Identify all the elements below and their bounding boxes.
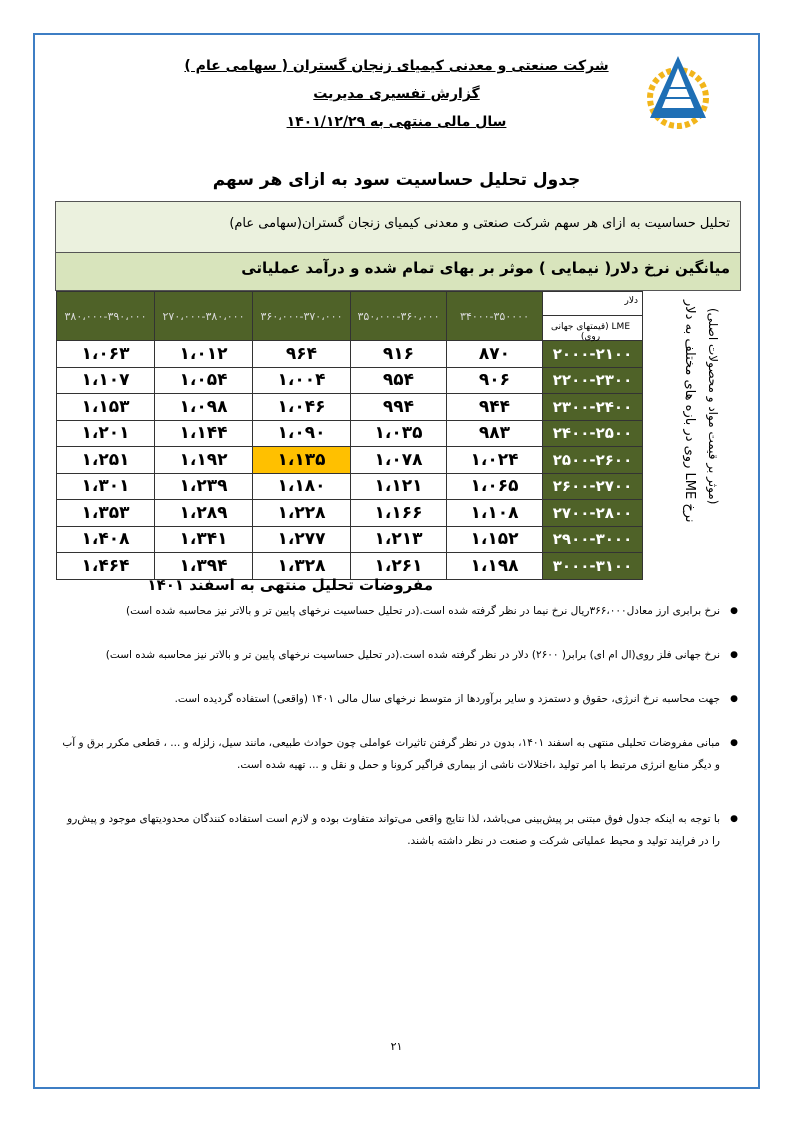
table-row bbox=[57, 500, 643, 527]
section-title: جدول تحلیل حساسیت سود به ازای هر سهم bbox=[212, 170, 581, 190]
table-row bbox=[57, 526, 643, 553]
table-row bbox=[57, 447, 643, 474]
assumption-item: ● نرخ برابری ارز معادل۳۶۶،۰۰۰ریال نرخ نیما در نظر گرفته شده است.(در تحلیل حساسیت نرخهای پایین تر و بالاتر نیز محاسبه شده است) bbox=[60, 600, 738, 622]
eps-value-cell: ۹۶۴ bbox=[253, 341, 351, 368]
column-header: ۳۴۰۰۰-۳۵۰۰۰۰ bbox=[447, 292, 543, 341]
eps-value-cell: ۸۷۰ bbox=[447, 341, 543, 368]
table-row bbox=[57, 420, 643, 447]
eps-value-cell: ۱،۰۵۴ bbox=[155, 367, 253, 394]
eps-value-cell: ۱،۲۳۹ bbox=[155, 473, 253, 500]
side-label-effect: (موثر بر قیمت مواد و محصولات اصلی) bbox=[706, 308, 720, 505]
side-label-lme: نرخ LME روی در بازه های مختلف به دلار bbox=[682, 300, 697, 523]
lme-range-label: ۲۷۰۰-۲۸۰۰ bbox=[543, 500, 643, 527]
side-axis-label bbox=[682, 300, 742, 600]
eps-value-cell: ۱،۰۳۵ bbox=[351, 420, 447, 447]
lme-range-label: ۲۳۰۰-۲۴۰۰ bbox=[543, 394, 643, 421]
lme-range-label: ۲۲۰۰-۲۳۰۰ bbox=[543, 367, 643, 394]
company-logo-icon bbox=[640, 48, 714, 138]
assumptions-title: مفروضات تحلیل منتهی به اسفند ۱۴۰۱ bbox=[147, 576, 433, 594]
eps-value-cell: ۱،۰۲۴ bbox=[447, 447, 543, 474]
eps-value-cell: ۱،۲۱۳ bbox=[351, 526, 447, 553]
eps-value-cell: ۱،۰۰۴ bbox=[253, 367, 351, 394]
table-row bbox=[57, 341, 643, 368]
eps-value-cell: ۱،۰۶۵ bbox=[447, 473, 543, 500]
lme-range-label: ۲۵۰۰-۲۶۰۰ bbox=[543, 447, 643, 474]
lme-range-label: ۳۰۰۰-۳۱۰۰ bbox=[543, 553, 643, 580]
eps-value-cell: ۱،۲۵۱ bbox=[57, 447, 155, 474]
eps-value-cell: ۱،۳۵۳ bbox=[57, 500, 155, 527]
eps-value-cell: ۱،۳۴۱ bbox=[155, 526, 253, 553]
eps-value-cell: ۱،۲۷۷ bbox=[253, 526, 351, 553]
eps-value-cell: ۱،۰۴۶ bbox=[253, 394, 351, 421]
assumption-item: ● جهت محاسبه نرخ انرژی، حقوق و دستمزد و سایر برآوردها از متوسط نرخهای سال مالی ۱۴۰۱ (واقعی) استفاده گردیده است. bbox=[60, 688, 738, 710]
eps-value-cell: ۹۰۶ bbox=[447, 367, 543, 394]
eps-value-cell: ۱،۱۸۰ bbox=[253, 473, 351, 500]
eps-value-cell: ۱،۲۶۱ bbox=[351, 553, 447, 580]
eps-value-cell: ۱،۰۱۲ bbox=[155, 341, 253, 368]
assumption-item: ● مبانی مفروضات تحلیلی منتهی به اسفند ۱۴۰۱، بدون در نظر گرفتن تاثیرات عواملی چون حوادث طبیعی، مانند سیل، زلزله و ... ، قطعی مکرر برق و آب و دیگر منابع انرژی مرتبط با امر تولید ،اختلالات ناشی از بیماری فراگیر کرونا و حمل و نقل و ... تهیه شده است. bbox=[60, 732, 738, 776]
eps-value-cell: ۹۹۴ bbox=[351, 394, 447, 421]
eps-value-cell: ۱،۳۰۱ bbox=[57, 473, 155, 500]
eps-value-cell: ۱،۰۶۳ bbox=[57, 341, 155, 368]
eps-value-cell: ۱،۲۰۱ bbox=[57, 420, 155, 447]
eps-value-cell: ۱،۱۰۸ bbox=[447, 500, 543, 527]
column-header: ۳۸۰،۰۰۰-۳۹۰،۰۰۰ bbox=[57, 292, 155, 341]
eps-value-cell: ۱،۱۴۴ bbox=[155, 420, 253, 447]
report-title: گزارش تفسیری مدیریت bbox=[313, 86, 480, 102]
eps-value-cell: ۱،۱۹۲ bbox=[155, 447, 253, 474]
eps-value-cell: ۱،۱۳۵ bbox=[253, 447, 351, 474]
eps-value-cell: ۹۵۴ bbox=[351, 367, 447, 394]
sensitivity-table bbox=[56, 291, 643, 580]
table-corner-cell bbox=[543, 292, 643, 341]
table-row bbox=[57, 367, 643, 394]
table-row bbox=[57, 473, 643, 500]
eps-value-cell: ۱،۲۲۸ bbox=[253, 500, 351, 527]
corner-divider bbox=[543, 315, 642, 316]
corner-lme-label: LME (قیمتهای جهانی روی) bbox=[550, 322, 631, 342]
lme-range-label: ۲۰۰۰-۲۱۰۰ bbox=[543, 341, 643, 368]
dollar-rate-caption: میانگین نرخ دلار( نیمایی ) موثر بر بهای تمام شده و درآمد عملیاتی bbox=[55, 253, 741, 291]
fiscal-period: سال مالی منتهی به ۱۴۰۱/۱۲/۲۹ bbox=[286, 114, 507, 130]
company-name: شرکت صنعتی و معدنی کیمیای زنجان گستران ( سهامی عام ) bbox=[184, 58, 609, 74]
eps-value-cell: ۱،۰۹۰ bbox=[253, 420, 351, 447]
table-header-row bbox=[57, 292, 643, 341]
lme-range-label: ۲۹۰۰-۳۰۰۰ bbox=[543, 526, 643, 553]
corner-dollar-label: دلار bbox=[624, 296, 638, 306]
assumption-item: ● نرخ جهانی فلز روی(ال ام ای) برابر( ۲۶۰۰) دلار در نظر گرفته شده است.(در تحلیل حساسیت نرخهای پایین تر و بالاتر نیز محاسبه شده است) bbox=[60, 644, 738, 666]
eps-value-cell: ۱،۰۷۸ bbox=[351, 447, 447, 474]
eps-value-cell: ۱،۰۹۸ bbox=[155, 394, 253, 421]
eps-value-cell: ۱،۱۶۶ bbox=[351, 500, 447, 527]
lme-range-label: ۲۶۰۰-۲۷۰۰ bbox=[543, 473, 643, 500]
eps-value-cell: ۱،۴۰۸ bbox=[57, 526, 155, 553]
eps-value-cell: ۱،۱۵۲ bbox=[447, 526, 543, 553]
eps-value-cell: ۱،۱۹۸ bbox=[447, 553, 543, 580]
page-number: ۲۱ bbox=[390, 1040, 403, 1053]
eps-value-cell: ۹۱۶ bbox=[351, 341, 447, 368]
eps-value-cell: ۱،۲۸۹ bbox=[155, 500, 253, 527]
eps-value-cell: ۱،۴۶۴ bbox=[57, 553, 155, 580]
eps-value-cell: ۱،۱۵۳ bbox=[57, 394, 155, 421]
eps-value-cell: ۱،۱۲۱ bbox=[351, 473, 447, 500]
eps-value-cell: ۹۸۳ bbox=[447, 420, 543, 447]
eps-value-cell: ۱،۳۹۴ bbox=[155, 553, 253, 580]
table-subtitle: تحلیل حساسیت به ازای هر سهم شرکت صنعتی و معدنی کیمیای زنجان گستران(سهامی عام) bbox=[55, 201, 741, 253]
column-header: ۲۷۰،۰۰۰-۳۸۰،۰۰۰ bbox=[155, 292, 253, 341]
eps-value-cell: ۱،۱۰۷ bbox=[57, 367, 155, 394]
eps-value-cell: ۹۴۴ bbox=[447, 394, 543, 421]
column-header: ۳۵۰،۰۰۰-۳۶۰،۰۰۰ bbox=[351, 292, 447, 341]
eps-value-cell: ۱،۳۲۸ bbox=[253, 553, 351, 580]
lme-range-label: ۲۴۰۰-۲۵۰۰ bbox=[543, 420, 643, 447]
assumption-item: ● با توجه به اینکه جدول فوق مبتنی بر پیش‌بینی می‌باشد، لذا نتایج واقعی می‌تواند متفاوت بوده و لازم است استفاده کنندگان محدودیتهای موجود و پیش‌رو را در فرایند تولید و محیط عملیاتی شرکت و صنعت در نظر داشته باشند. bbox=[60, 808, 738, 852]
column-header: ۳۶۰،۰۰۰-۳۷۰،۰۰۰ bbox=[253, 292, 351, 341]
table-row bbox=[57, 394, 643, 421]
